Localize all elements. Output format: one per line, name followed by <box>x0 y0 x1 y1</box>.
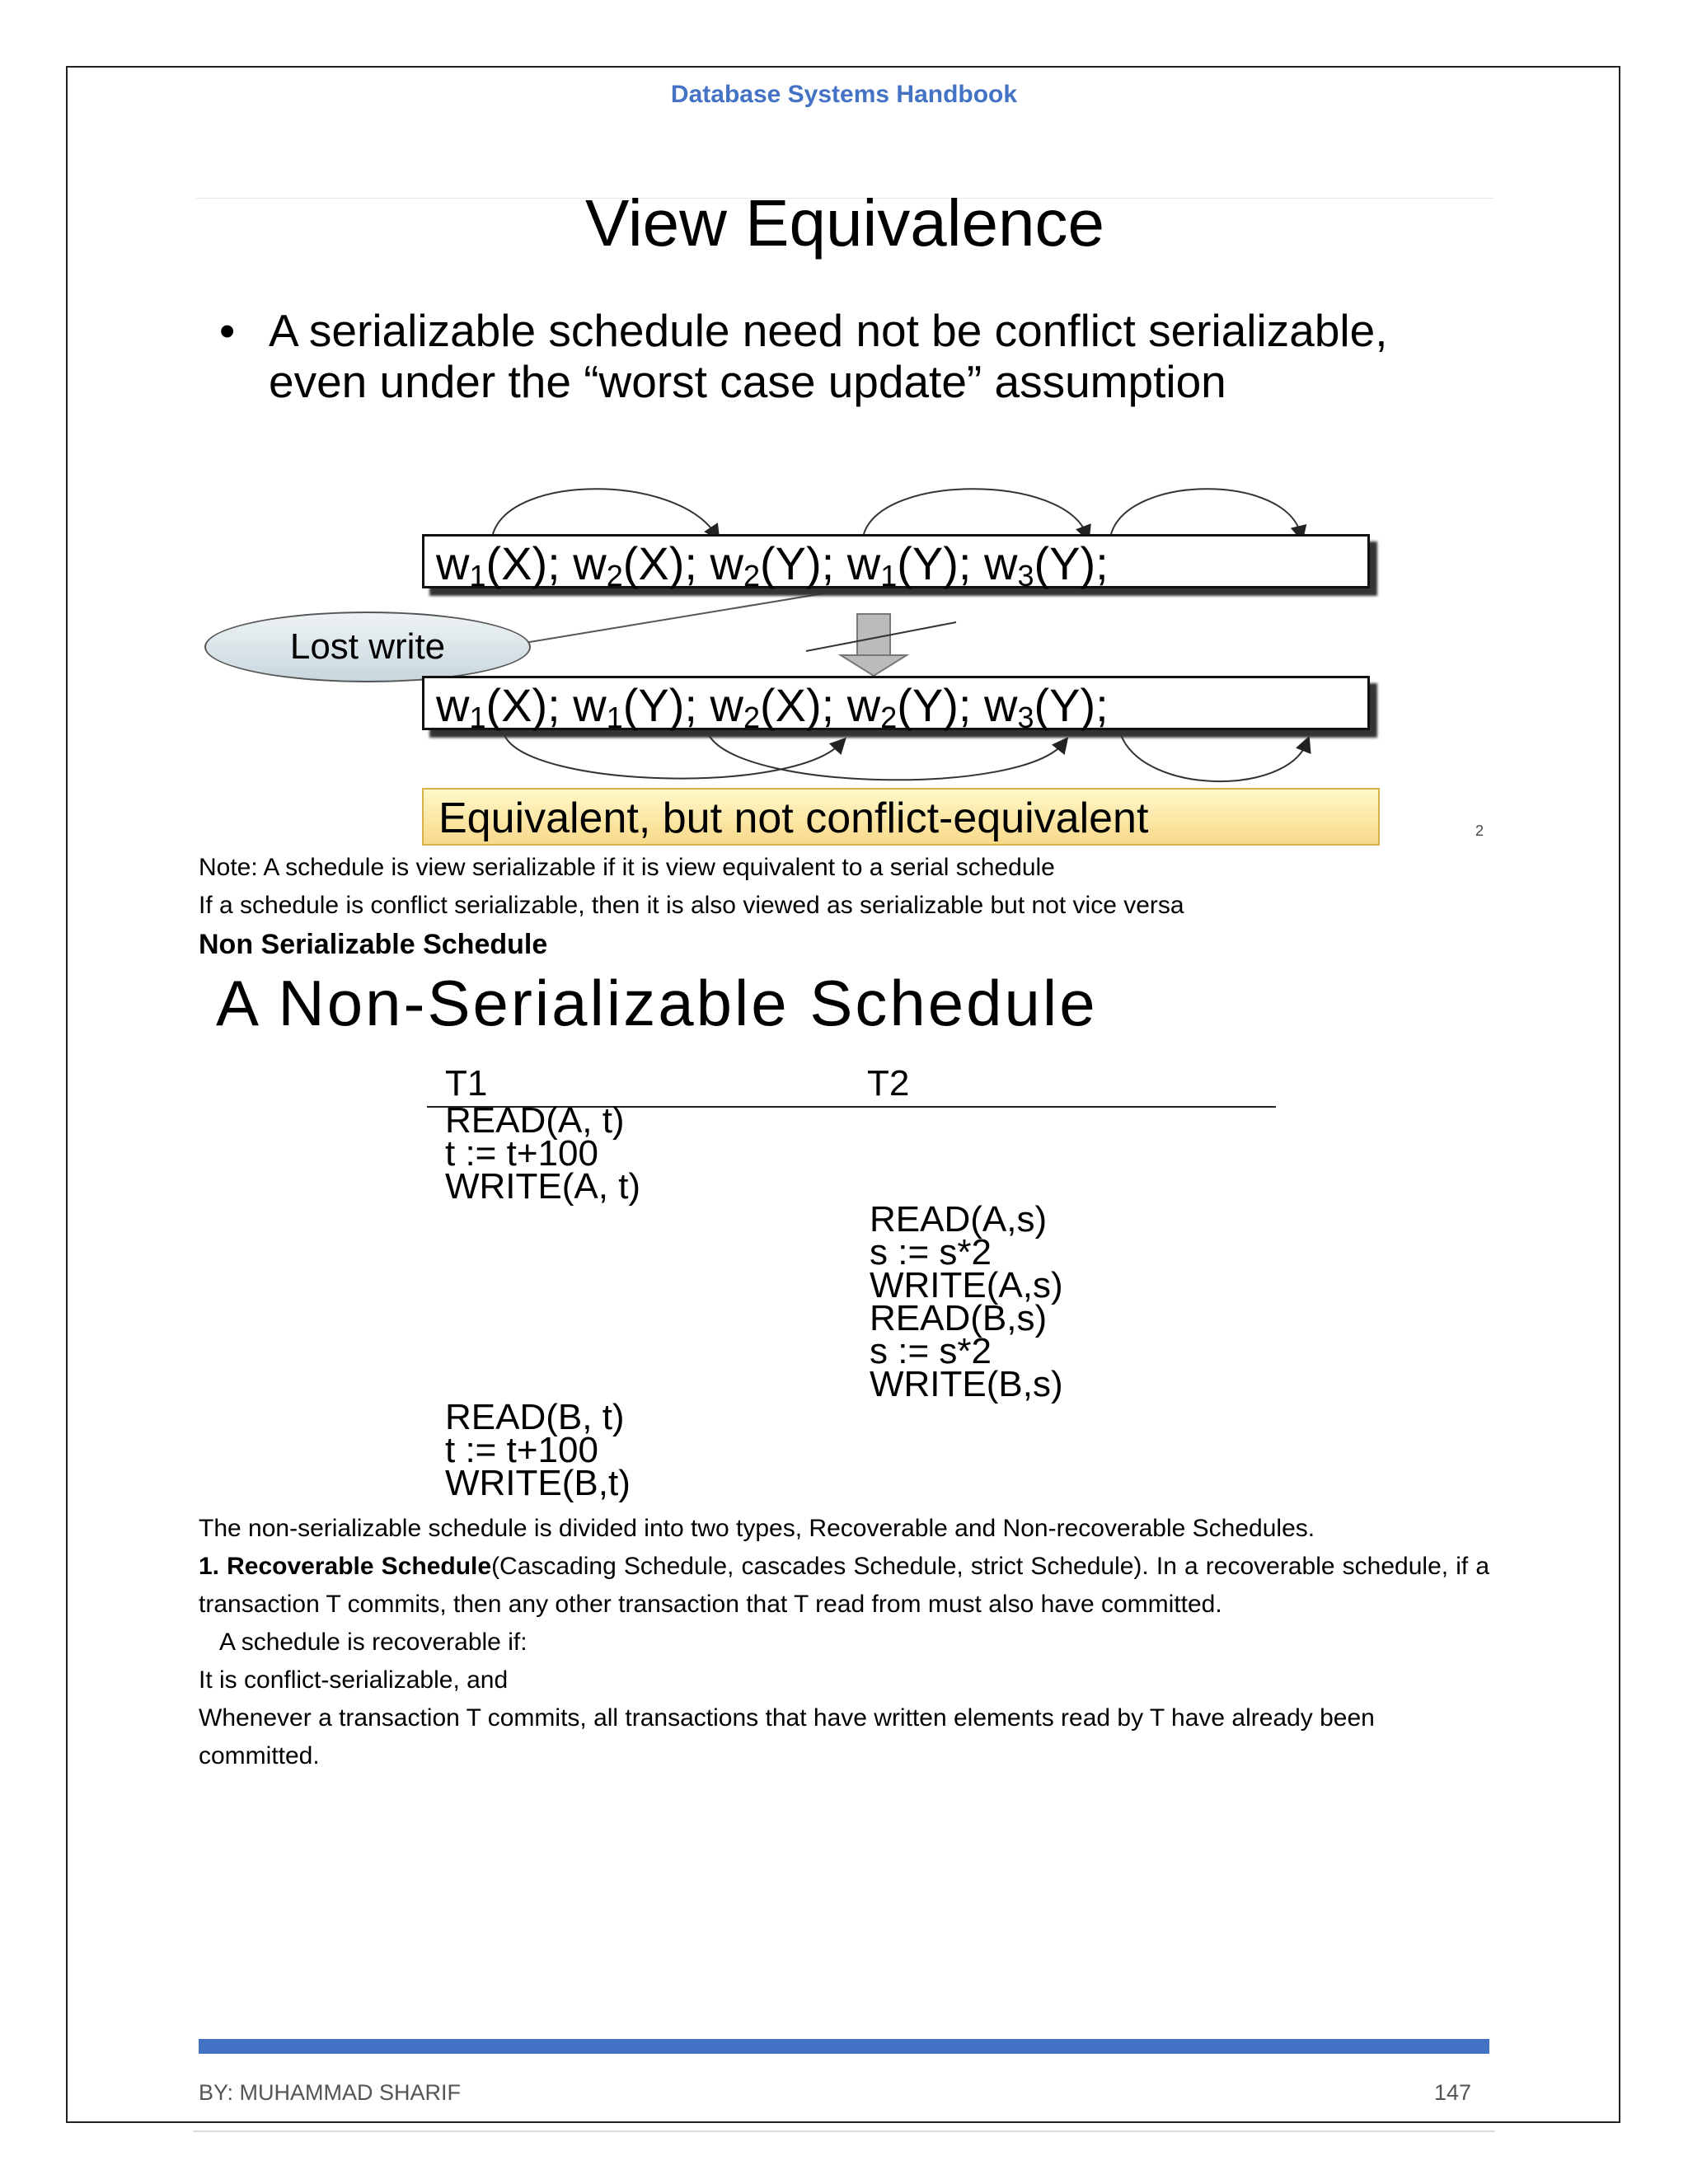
note-line-1: Note: A schedule is view serializable if it is view equivalent to a serial schedule <box>199 854 1055 881</box>
paragraph-1: The non-serializable schedule is divided into two types, Recoverable and Non-recoverable Schedules. <box>199 1515 1315 1542</box>
arc-w2y-w3y-b <box>1121 735 1306 781</box>
footer-bar <box>199 2039 1489 2054</box>
schedule-serial: $w_1(X)$; $w_1(Y)$; $w_2(X)$; $w_2(Y)$; $w_3(Y)$; <box>422 676 1370 730</box>
recoverable-heading: 1. Recoverable Schedule <box>199 1553 492 1580</box>
footer-page-number: 147 <box>1434 2080 1472 2105</box>
bullet-text: A serializable schedule need not be conflict serializable, even under the “worst case update” assumption <box>269 305 1388 407</box>
arc-w1y-w3y <box>1111 489 1301 534</box>
running-header: Database Systems Handbook <box>670 81 1018 108</box>
slide2-title: A Non-Serializable Schedule <box>216 967 1098 1039</box>
footer-author: BY: MUHAMMAD SHARIF <box>199 2080 462 2105</box>
paragraph-3: A schedule is recoverable if: <box>219 1629 528 1656</box>
bullet-dot-icon: • <box>219 305 236 356</box>
down-arrow-head <box>841 655 907 676</box>
t1-block-1: READ(A, t) t := t+100 WRITE(A, t) <box>445 1100 641 1207</box>
bottom-rule <box>193 2130 1495 2132</box>
arc-w2y-w1y <box>864 489 1086 534</box>
equivalence-banner: Equivalent, but not conflict-equivalent <box>422 788 1380 846</box>
schedule-original: $w_1(X)$; $w_2(X)$; $w_2(Y)$; $w_1(Y)$; $w_3(Y)$; <box>422 534 1370 588</box>
slide-number: 2 <box>1475 823 1484 839</box>
paragraph-5-line-2: committed. <box>199 1742 320 1769</box>
arc-w1x-w2x <box>493 489 715 534</box>
slide-title: View Equivalence <box>584 186 1105 260</box>
paragraph-2-rest: (Cascading Schedule, cascades Schedule, strict Schedule). In a recoverable schedule, if a <box>491 1553 1489 1580</box>
callout-pointer <box>495 593 824 648</box>
paragraph-2 <box>199 1551 1489 1582</box>
t1-block-2: READ(B, t) t := t+100 WRITE(B,t) <box>445 1397 631 1503</box>
down-arrow-shaft <box>857 614 890 655</box>
t2-header: T2 <box>867 1063 910 1104</box>
note-line-2: If a schedule is conflict serializable, then it is also viewed as serializable but not vice versa <box>199 892 1184 919</box>
t1-header: T1 <box>445 1063 488 1104</box>
paragraph-4: It is conflict-serializable, and <box>199 1666 509 1694</box>
lost-write-callout: Lost write <box>204 612 531 682</box>
paragraph-2-line-2: transaction T commits, then any other transaction that T read from must also have committed. <box>199 1591 1222 1618</box>
section-heading: Non Serializable Schedule <box>199 929 548 960</box>
t2-block: READ(A,s) s := s*2 WRITE(A,s) READ(B,s) s := s*2 WRITE(B,s) <box>870 1199 1063 1404</box>
paragraph-5-line-1: Whenever a transaction T commits, all transactions that have written elements read by T have already been <box>199 1704 1375 1732</box>
